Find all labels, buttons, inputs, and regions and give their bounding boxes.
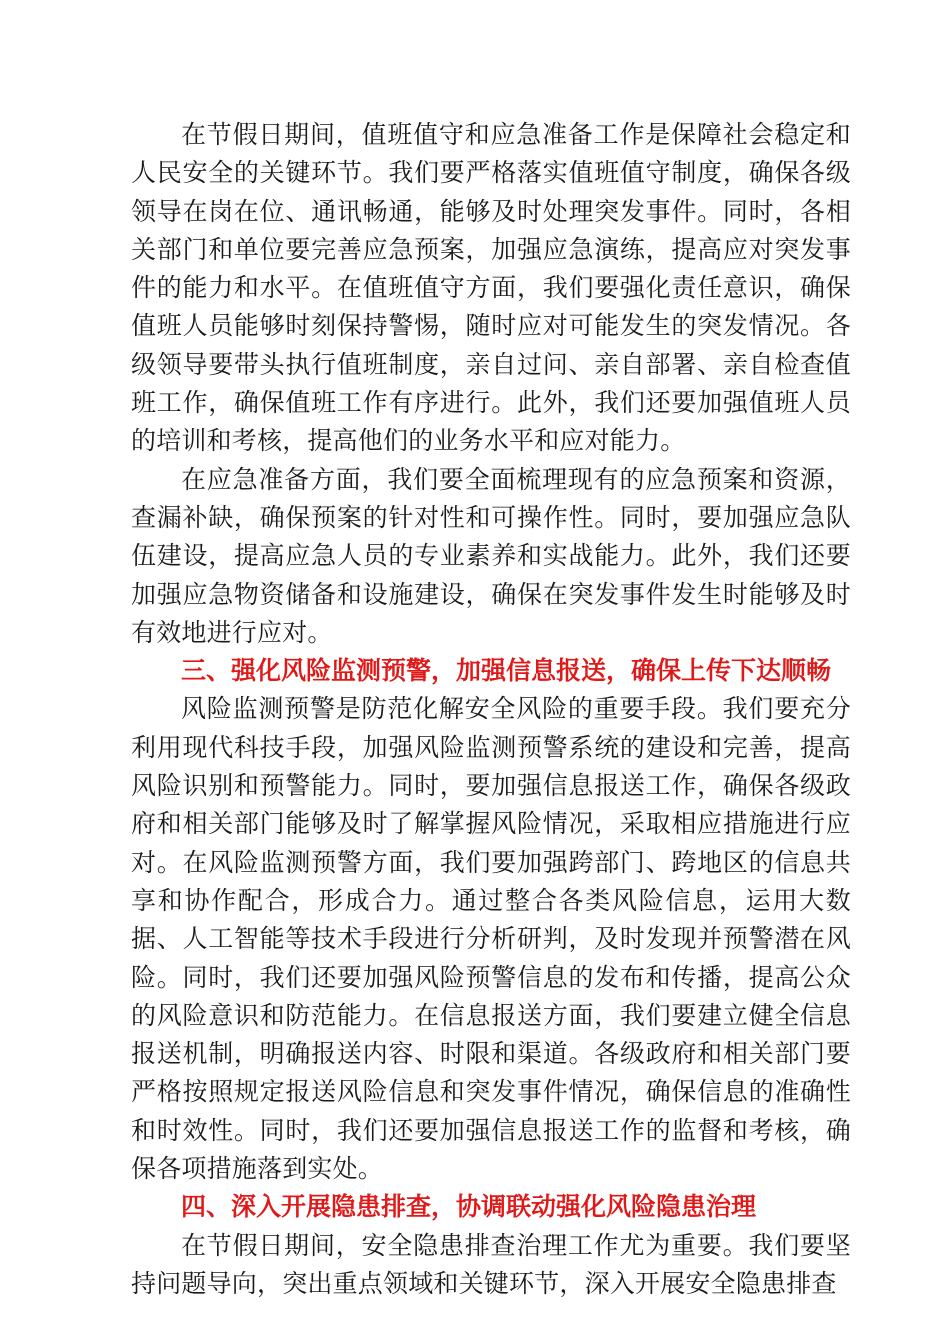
paragraph-hazard-inspection: 在节假日期间，安全隐患排查治理工作尤为重要。我们要坚持问题导向，突出重点领域和关键环节，深入开展安全隐患排查 [131,1230,851,1298]
paragraph-emergency-preparation: 在应急准备方面，我们要全面梳理现有的应急预案和资源，查漏补缺，确保预案的针对性和可操作性。同时，要加强应急队伍建设，提高应急人员的专业素养和实战能力。此外，我们还要加强应急物资储备和设施建设，确保在突发事件发生时能够及时有效地进行应对。 [131,464,851,647]
paragraph-duty-watch: 在节假日期间，值班值守和应急准备工作是保障社会稳定和人民安全的关键环节。我们要严格落实值班值守制度，确保各级领导在岗在位、通讯畅通，能够及时处理突发事件。同时，各相关部门和单位要完善应急预案，加强应急演练，提高应对突发事件的能力和水平。在值班值守方面，我们要强化责任意识，确保值班人员能够时刻保持警惕，随时应对可能发生的突发情况。各级领导要带头执行值班制度，亲自过问、亲自部署、亲自检查值班工作，确保值班工作有序进行。此外，我们还要加强值班人员的培训和考核，提高他们的业务水平和应对能力。 [131,120,851,456]
section-heading-3: 三、强化风险监测预警，加强信息报送，确保上传下达顺畅 [181,656,832,686]
document-page [131,116,851,1303]
paragraph-risk-monitoring: 风险监测预警是防范化解安全风险的重要手段。我们要充分利用现代科技手段，加强风险监测预警系统的建设和完善，提高风险识别和预警能力。同时，要加强信息报送工作，确保各级政府和相关部门能够及时了解掌握风险情况，采取相应措施进行应对。在风险监测预警方面，我们要加强跨部门、跨地区的信息共享和协作配合，形成合力。通过整合各类风险信息，运用大数据、人工智能等技术手段进行分析研判，及时发现并预警潜在风险。同时，我们还要加强风险预警信息的发布和传播，提高公众的风险意识和防范能力。在信息报送方面，我们要建立健全信息报送机制，明确报送内容、时限和渠道。各级政府和相关部门要严格按照规定报送风险信息和突发事件情况，确保信息的准确性和时效性。同时，我们还要加强信息报送工作的监督和考核，确保各项措施落到实处。 [131,694,851,1184]
section-heading-4: 四、深入开展隐患排查，协调联动强化风险隐患治理 [181,1192,757,1222]
